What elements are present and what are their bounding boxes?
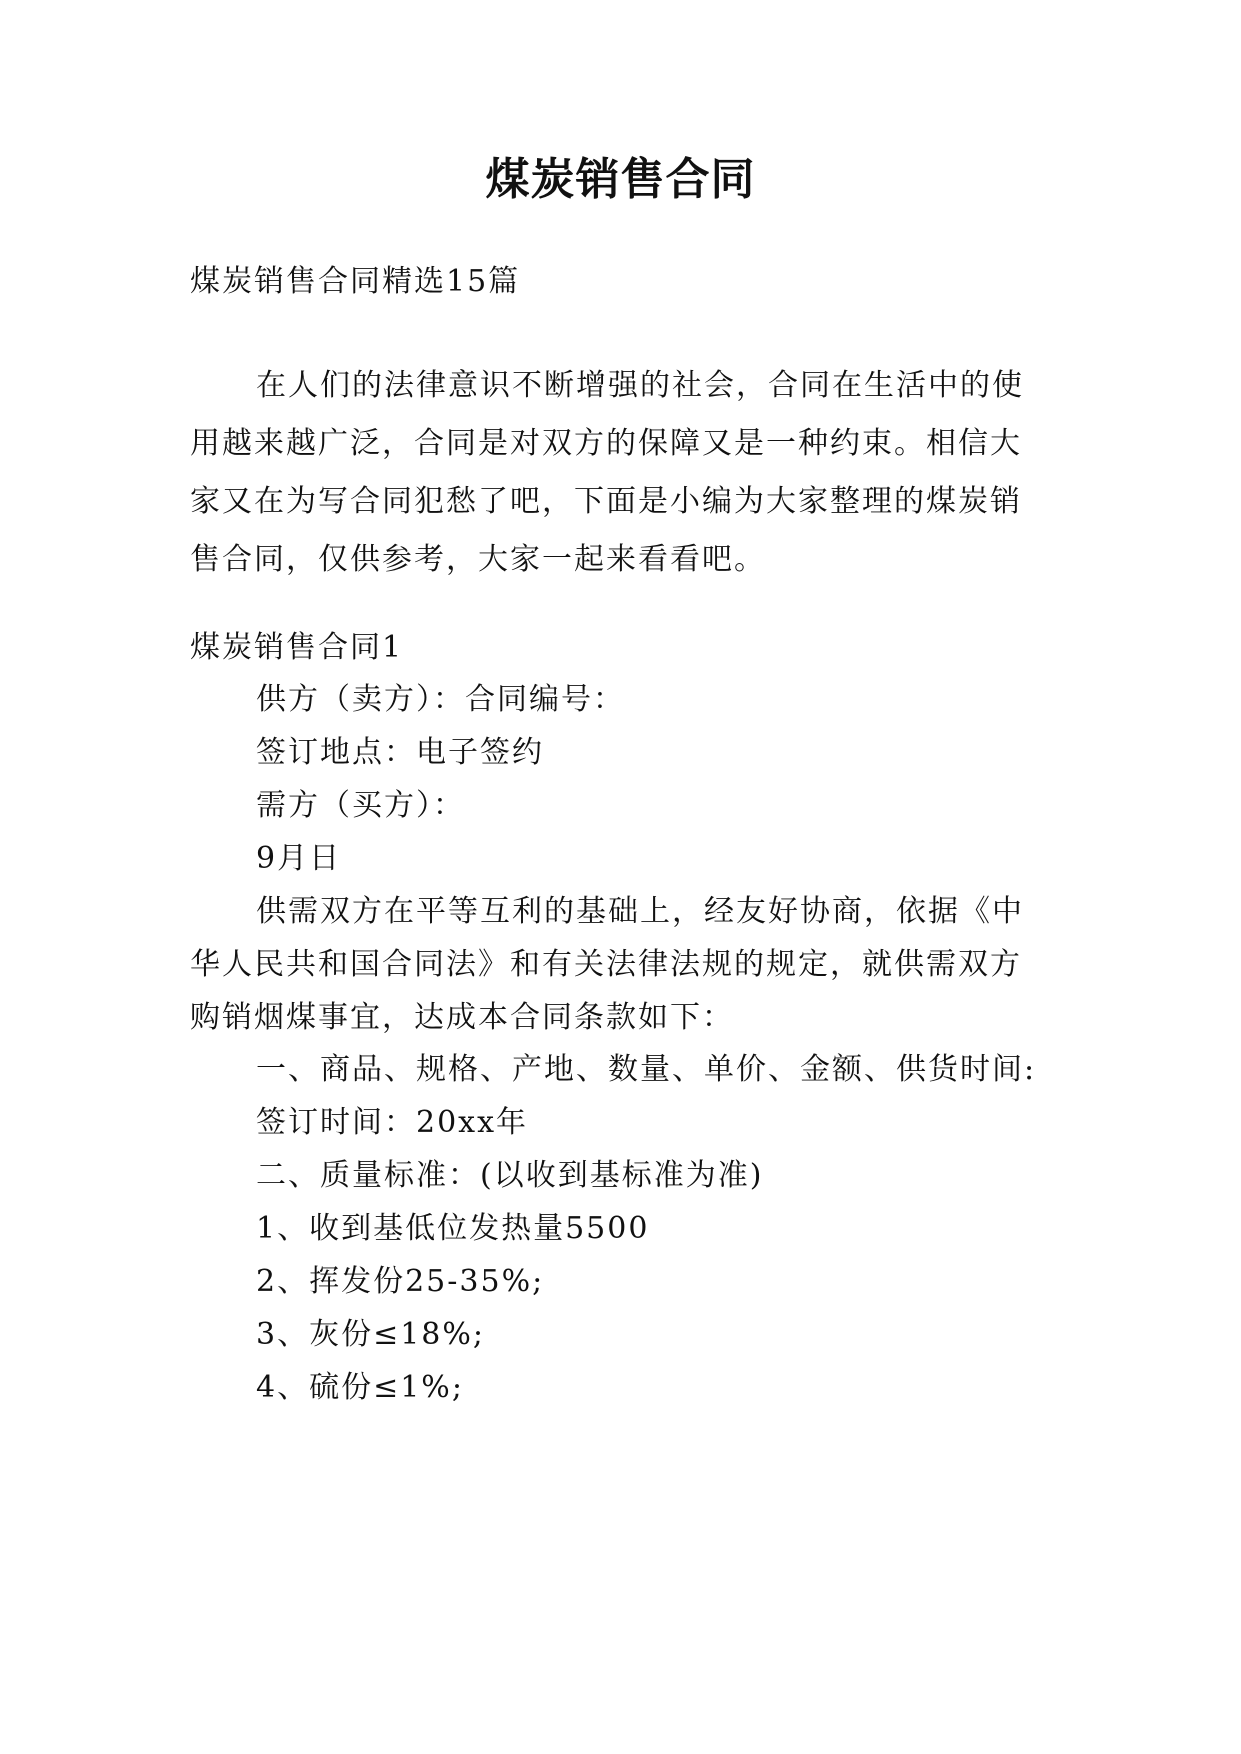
agreement-line: 华人民共和国合同法》和有关法律法规的规定，就供需双方	[190, 947, 1022, 982]
quality-item: 2、挥发份25-35%;	[256, 1264, 545, 1299]
clause-1: 一、商品、规格、产地、数量、单价、金额、供货时间:	[256, 1052, 1037, 1087]
buyer-line: 需方（买方）：	[256, 788, 465, 823]
quality-item: 4、硫份≤1%;	[256, 1370, 464, 1405]
supplier-line: 供方（卖方）：合同编号：	[256, 682, 625, 717]
quality-item: 3、灰份≤18%;	[256, 1317, 486, 1352]
clause-2: 二、质量标准：(以收到基标准为准)	[256, 1158, 764, 1193]
intro-paragraph	[190, 366, 1060, 598]
sign-time-line: 签订时间：20xx年	[256, 1105, 529, 1140]
document-title: 煤炭销售合同	[485, 154, 756, 205]
document-subtitle: 煤炭销售合同精选15篇	[190, 264, 521, 299]
intro-line: 用越来越广泛，合同是对双方的保障又是一种约束。相信大	[190, 426, 1022, 461]
agreement-paragraph	[190, 892, 1060, 1051]
intro-line: 售合同，仅供参考，大家一起来看看吧。	[190, 542, 766, 577]
agreement-line: 购销烟煤事宜，达成本合同条款如下：	[190, 1000, 734, 1035]
agreement-line: 供需双方在平等互利的基础上，经友好协商，依据《中	[256, 894, 1024, 929]
sign-place-line: 签订地点：电子签约	[256, 735, 544, 770]
intro-line: 在人们的法律意识不断增强的社会，合同在生活中的使	[256, 368, 1024, 403]
intro-line: 家又在为写合同犯愁了吧，下面是小编为大家整理的煤炭销	[190, 484, 1022, 519]
section-heading: 煤炭销售合同1	[190, 630, 404, 665]
date-line: 9月日	[256, 841, 342, 876]
quality-item: 1、收到基低位发热量5500	[256, 1211, 650, 1246]
